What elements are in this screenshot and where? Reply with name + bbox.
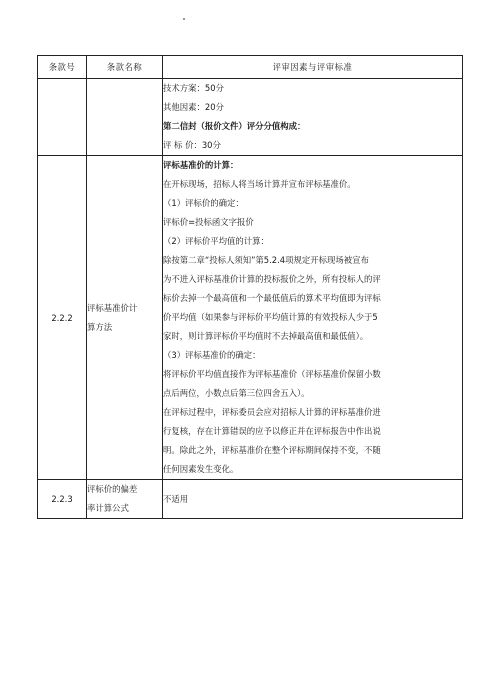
header-clause-number: 条款号 bbox=[38, 56, 87, 79]
table-header-row bbox=[38, 56, 463, 79]
paragraph-line: 明。除此之外，评标基准价在整个评标期间保持不变，不随 bbox=[163, 445, 381, 455]
clause-name-line: 评标价的偏差 bbox=[87, 484, 138, 494]
step-3-paragraph bbox=[163, 365, 462, 403]
clause-name-line: 评标基准价计 bbox=[87, 302, 138, 313]
paragraph-line: 将评标价平均值直接作为评标基准价（评标基准价保留小数 bbox=[163, 369, 381, 379]
clause-name-line: 算方法 bbox=[87, 321, 113, 332]
table-row-2-2-2 bbox=[38, 156, 463, 480]
criteria-cell-benchmark-method bbox=[163, 156, 463, 480]
header-criteria: 评审因素与评审标准 bbox=[163, 56, 463, 79]
evaluation-criteria-table bbox=[37, 55, 463, 519]
scan-speck bbox=[183, 18, 185, 20]
paragraph-line: 任何因素发生变化。 bbox=[163, 464, 239, 474]
criteria-cell-score-composition bbox=[163, 79, 463, 156]
paragraph-line: 点后两位，小数点后第三位四舍五入）。 bbox=[163, 388, 310, 398]
paragraph-line: 除按第二章“投标人须知”第5.2.4项规定开标现场被宣布 bbox=[163, 255, 369, 265]
step-2-heading: （2）评标价平均值的计算： bbox=[163, 236, 269, 246]
step-2-paragraph bbox=[163, 251, 462, 346]
score-line-second-envelope: 第二信封（报价文件）评分分值构成： bbox=[163, 121, 306, 131]
clause-name bbox=[87, 480, 163, 519]
header-clause-name: 条款名称 bbox=[87, 56, 163, 79]
benchmark-heading: 评标基准价的计算： bbox=[163, 160, 239, 170]
benchmark-announce: 在开标现场，招标人将当场计算并宣布评标基准价。 bbox=[163, 179, 356, 189]
step-3-heading: （3）评标基准价的确定： bbox=[163, 350, 261, 360]
step-1-formula: 评标价=投标函文字报价 bbox=[163, 217, 254, 227]
clause-name-line: 率计算公式 bbox=[87, 503, 129, 513]
score-line-bid-price: 评 标 价：30分 bbox=[163, 140, 221, 150]
paragraph-line: 在评标过程中，评标委员会应对招标人计算的评标基准价进 bbox=[163, 407, 381, 417]
paragraph-line: 家时，则计算评标价平均值时不去掉最高值和最低值）。 bbox=[163, 331, 369, 341]
score-line-other: 其他因素：20分 bbox=[163, 102, 224, 112]
table-row-2-2-3 bbox=[38, 480, 463, 519]
not-applicable-text: 不适用 bbox=[163, 493, 189, 504]
paragraph-line: 为不进入评标基准价计算的投标报价之外，所有投标人的评 bbox=[163, 274, 381, 284]
paragraph-line: 标价去掉一个最高值和一个最低值后的算术平均值即为评标 bbox=[163, 293, 381, 303]
criteria-cell-deviation-rate bbox=[163, 480, 463, 519]
clause-number: 2.2.2 bbox=[38, 156, 87, 480]
step-1-heading: （1）评标价的确定： bbox=[163, 198, 244, 208]
clause-name-cell-empty bbox=[87, 79, 163, 156]
paragraph-line: 行复核，存在计算错误的应予以修正并在评标报告中作出说 bbox=[163, 426, 381, 436]
clause-number: 2.2.3 bbox=[38, 480, 87, 519]
clause-name bbox=[87, 156, 163, 480]
score-line-technical: 技术方案：50分 bbox=[163, 83, 224, 93]
review-paragraph bbox=[163, 403, 462, 479]
clause-number-cell-empty bbox=[38, 79, 87, 156]
paragraph-line: 价平均值（如果参与评标价平均值计算的有效投标人少于5 bbox=[163, 312, 378, 322]
table-row-continued bbox=[38, 79, 463, 156]
